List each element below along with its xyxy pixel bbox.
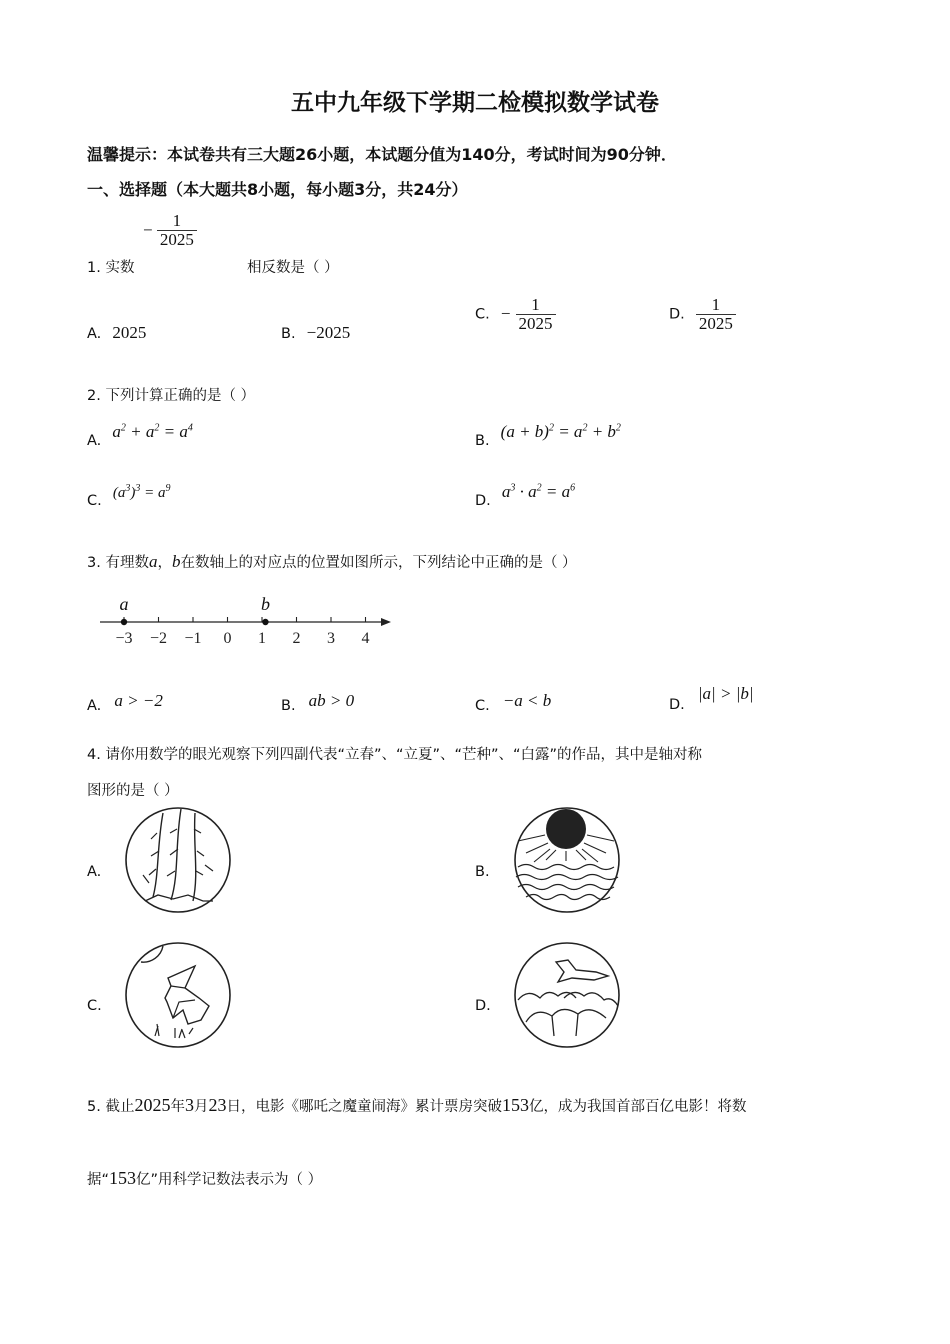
option-value: a > −2 [114, 691, 163, 710]
q2-formula-b: $(a + b)^2 = a^2 + b^2$ [500, 422, 621, 441]
number-line-tick-label: 3 [327, 630, 335, 647]
q5-month: 3 [184, 1095, 194, 1115]
q1-prefix: 1. 实数 [87, 260, 135, 276]
q1-frac-num: 1 [157, 212, 197, 231]
q5-p2: 年 [170, 1099, 185, 1115]
option-num: 1 [696, 296, 736, 315]
option-label: C. [87, 493, 102, 509]
q4-option-d-label[interactable]: D. [475, 998, 491, 1014]
option-label: B. [475, 433, 490, 449]
q1-frac-sign: − [143, 220, 153, 240]
q4-line2: 图形的是（ ） [87, 783, 179, 799]
q2-option-d[interactable] [475, 482, 576, 509]
number-line-arrow [381, 618, 391, 626]
q2-formula-a: $a^2 + a^2 = a^4$ [112, 422, 193, 441]
option-label: C. [475, 698, 490, 714]
q2-text: 2. 下列计算正确的是（ ） [87, 388, 256, 404]
q5-year: 2025 [134, 1095, 171, 1115]
number-line-point-a [121, 619, 127, 625]
q5-line1 [87, 1095, 746, 1116]
q5-l2num: 153 [109, 1168, 137, 1188]
q5-l2b: 亿”用科学记数法表示为（ ） [136, 1172, 323, 1188]
option-label: C. [475, 306, 490, 323]
q2-option-c[interactable] [87, 482, 171, 509]
option-value: −a < b [502, 691, 552, 710]
q4-option-c-label[interactable]: C. [87, 998, 102, 1014]
sun-waves-icon[interactable] [512, 805, 622, 915]
option-value: ab > 0 [308, 691, 355, 710]
q5-p5: 亿，成为我国首部百亿电影！将数 [528, 1099, 747, 1115]
number-line-point-label-b: b [260, 594, 270, 614]
number-line-tick-label: −1 [184, 630, 202, 647]
q3-number-line [95, 590, 405, 652]
kite-icon[interactable] [123, 940, 233, 1050]
option-label: A. [87, 326, 102, 342]
number-line-tick-label: 1 [258, 630, 266, 647]
number-line-tick-label: 0 [223, 630, 232, 647]
option-value: 2025 [112, 323, 147, 342]
option-den: 2025 [698, 313, 733, 333]
page-title: 五中九年级下学期二检模拟数学试卷 [291, 90, 659, 116]
option-sign: − [500, 304, 511, 324]
option-value: |a| > |b| [697, 684, 754, 703]
q1-frac-den: 2025 [159, 229, 194, 249]
option-label: B. [281, 698, 296, 714]
number-line-tick-label: 2 [292, 630, 301, 647]
option-label: D. [475, 493, 491, 509]
q4-line1: 4. 请你用数学的眼光观察下列四副代表“立春”、“立夏”、“芒种”、“白露”的作品，其中是轴对称 [87, 747, 703, 763]
q5-day: 23 [208, 1095, 227, 1115]
q3-option-b[interactable] [281, 691, 355, 714]
q1-fraction [143, 212, 197, 249]
q3-var-a: a [148, 552, 158, 571]
q3-option-d[interactable] [669, 684, 754, 713]
option-label: A. [87, 433, 102, 449]
q1-option-d[interactable] [669, 296, 736, 333]
q5-line2 [87, 1168, 322, 1189]
q3-sep: ， [157, 555, 172, 571]
q1-option-a[interactable] [87, 323, 146, 343]
number-line-point-label-a: a [119, 594, 129, 614]
q1-option-b[interactable] [281, 323, 350, 343]
q3-suffix: 在数轴上的对应点的位置如图所示，下列结论中正确的是（ ） [180, 555, 577, 571]
q5-amount: 153 [501, 1095, 529, 1115]
q3-option-c[interactable] [475, 691, 552, 714]
q2-option-b[interactable] [475, 422, 621, 449]
option-label: D. [669, 306, 685, 323]
number-line-tick-label: −2 [149, 630, 168, 647]
q1-suffix: 相反数是（ ） [247, 260, 339, 276]
option-label: A. [87, 698, 102, 714]
option-value: −2025 [306, 323, 351, 342]
number-line-tick-label: 4 [361, 630, 370, 647]
bird-clouds-icon[interactable] [512, 940, 622, 1050]
option-den: 2025 [518, 313, 553, 333]
q3-option-a[interactable] [87, 691, 163, 714]
option-label: B. [281, 326, 296, 342]
q3-stem [87, 551, 577, 572]
q4-option-a-label[interactable]: A. [87, 864, 102, 880]
section-heading: 一、选择题（本大题共8小题，每小题3分，共24分） [87, 180, 468, 199]
q2-formula-d: $a^3 \cdot a^2 = a^6$ [501, 482, 576, 501]
q2-formula-c: $(a^3)^3 = a^9$ [112, 483, 171, 501]
number-line-tick-label: −3 [115, 630, 133, 647]
q2-option-a[interactable] [87, 422, 193, 449]
option-num: 1 [516, 296, 556, 315]
q5-p4: 日，电影《哪吒之魔童闹海》累计票房突破 [226, 1099, 502, 1115]
q3-prefix: 3. 有理数 [87, 555, 149, 571]
q5-l2a: 据“ [87, 1172, 110, 1188]
q3-var-b: b [171, 552, 181, 571]
number-line-point-b [262, 619, 268, 625]
q5-p3: 月 [193, 1099, 209, 1115]
exam-tip: 温馨提示：本试卷共有三大题26小题，本试题分值为140分，考试时间为90分钟． [87, 145, 677, 164]
q5-p1: 5. 截止 [87, 1099, 135, 1115]
willow-icon[interactable] [123, 805, 233, 915]
q1-option-c[interactable] [475, 296, 556, 333]
option-label: D. [669, 697, 685, 713]
q4-option-b-label[interactable]: B. [475, 864, 490, 880]
